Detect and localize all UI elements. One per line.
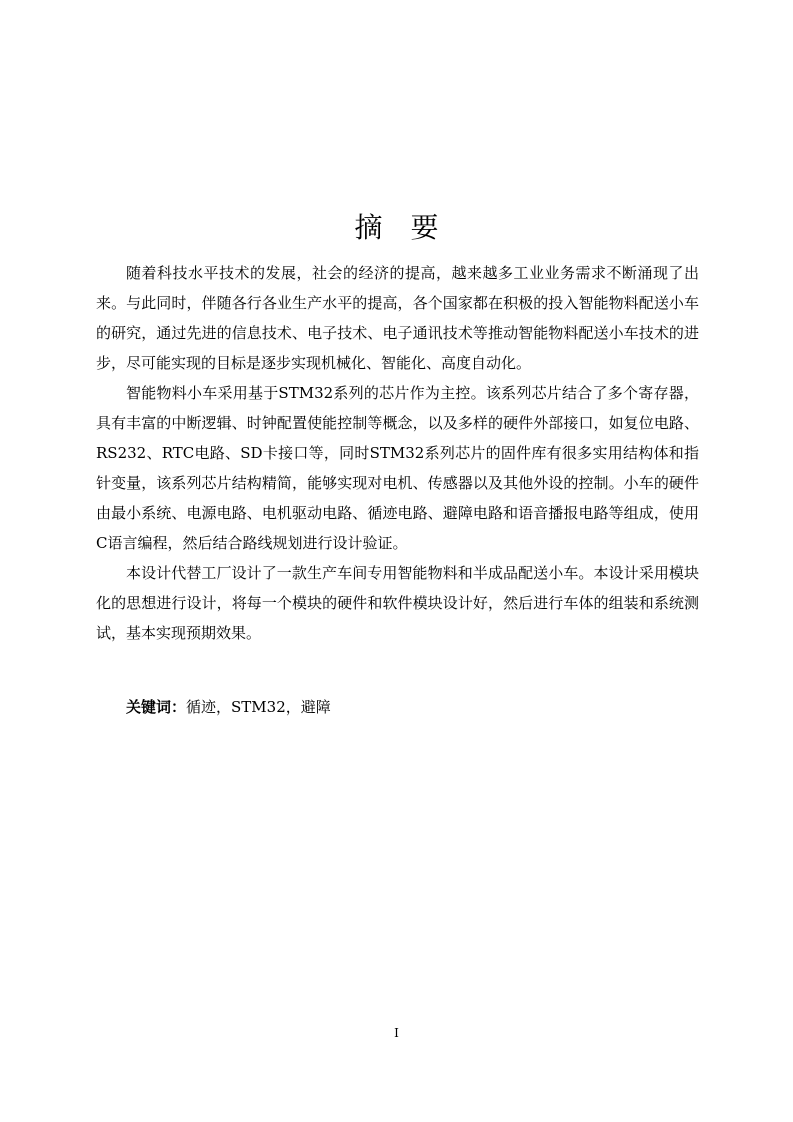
abstract-paragraph-3: 本设计代替工厂设计了一款生产车间专用智能物料和半成品配送小车。本设计采用模块化的思想进行设计，将每一个模块的硬件和软件模块设计好，然后进行车体的组装和系统测试，基本实现预期效果。 — [96, 564, 699, 642]
abstract-body — [96, 258, 699, 648]
abstract-paragraph-1: 随着科技水平技术的发展，社会的经济的提高，越来越多工业业务需求不断涌现了出来。与此同时，伴随各行各业生产水平的提高，各个国家都在积极的投入智能物料配送小车的研究，通过先进的信息技术、电子技术、电子通讯技术等推动智能物料配送小车技术的进步，尽可能实现的目标是逐步实现机械化、智能化、高度自动化。 — [96, 264, 699, 372]
keywords-label: 关键词： — [126, 698, 187, 716]
abstract-paragraph-2: 智能物料小车采用基于STM32系列的芯片作为主控。该系列芯片结合了多个寄存器，具有丰富的中断逻辑、时钟配置使能控制等概念，以及多样的硬件外部接口，如复位电路、RS232、RTC电路、SD卡接口等，同时STM32系列芯片的固件库有很多实用结构体和指针变量，该系列芯片结构精简，能够实现对电机、传感器以及其他外设的控制。小车的硬件由最小系统、电源电路、电机驱动电路、循迹电路、避障电路和语音播报电路等组成，使用C语言编程，然后结合路线规划进行设计验证。 — [96, 384, 699, 552]
keywords-value: 循迹，STM32，避障 — [186, 698, 331, 716]
keywords-line — [126, 692, 331, 722]
page-number: I — [394, 1026, 399, 1040]
page-title: 摘要 — [354, 211, 467, 244]
